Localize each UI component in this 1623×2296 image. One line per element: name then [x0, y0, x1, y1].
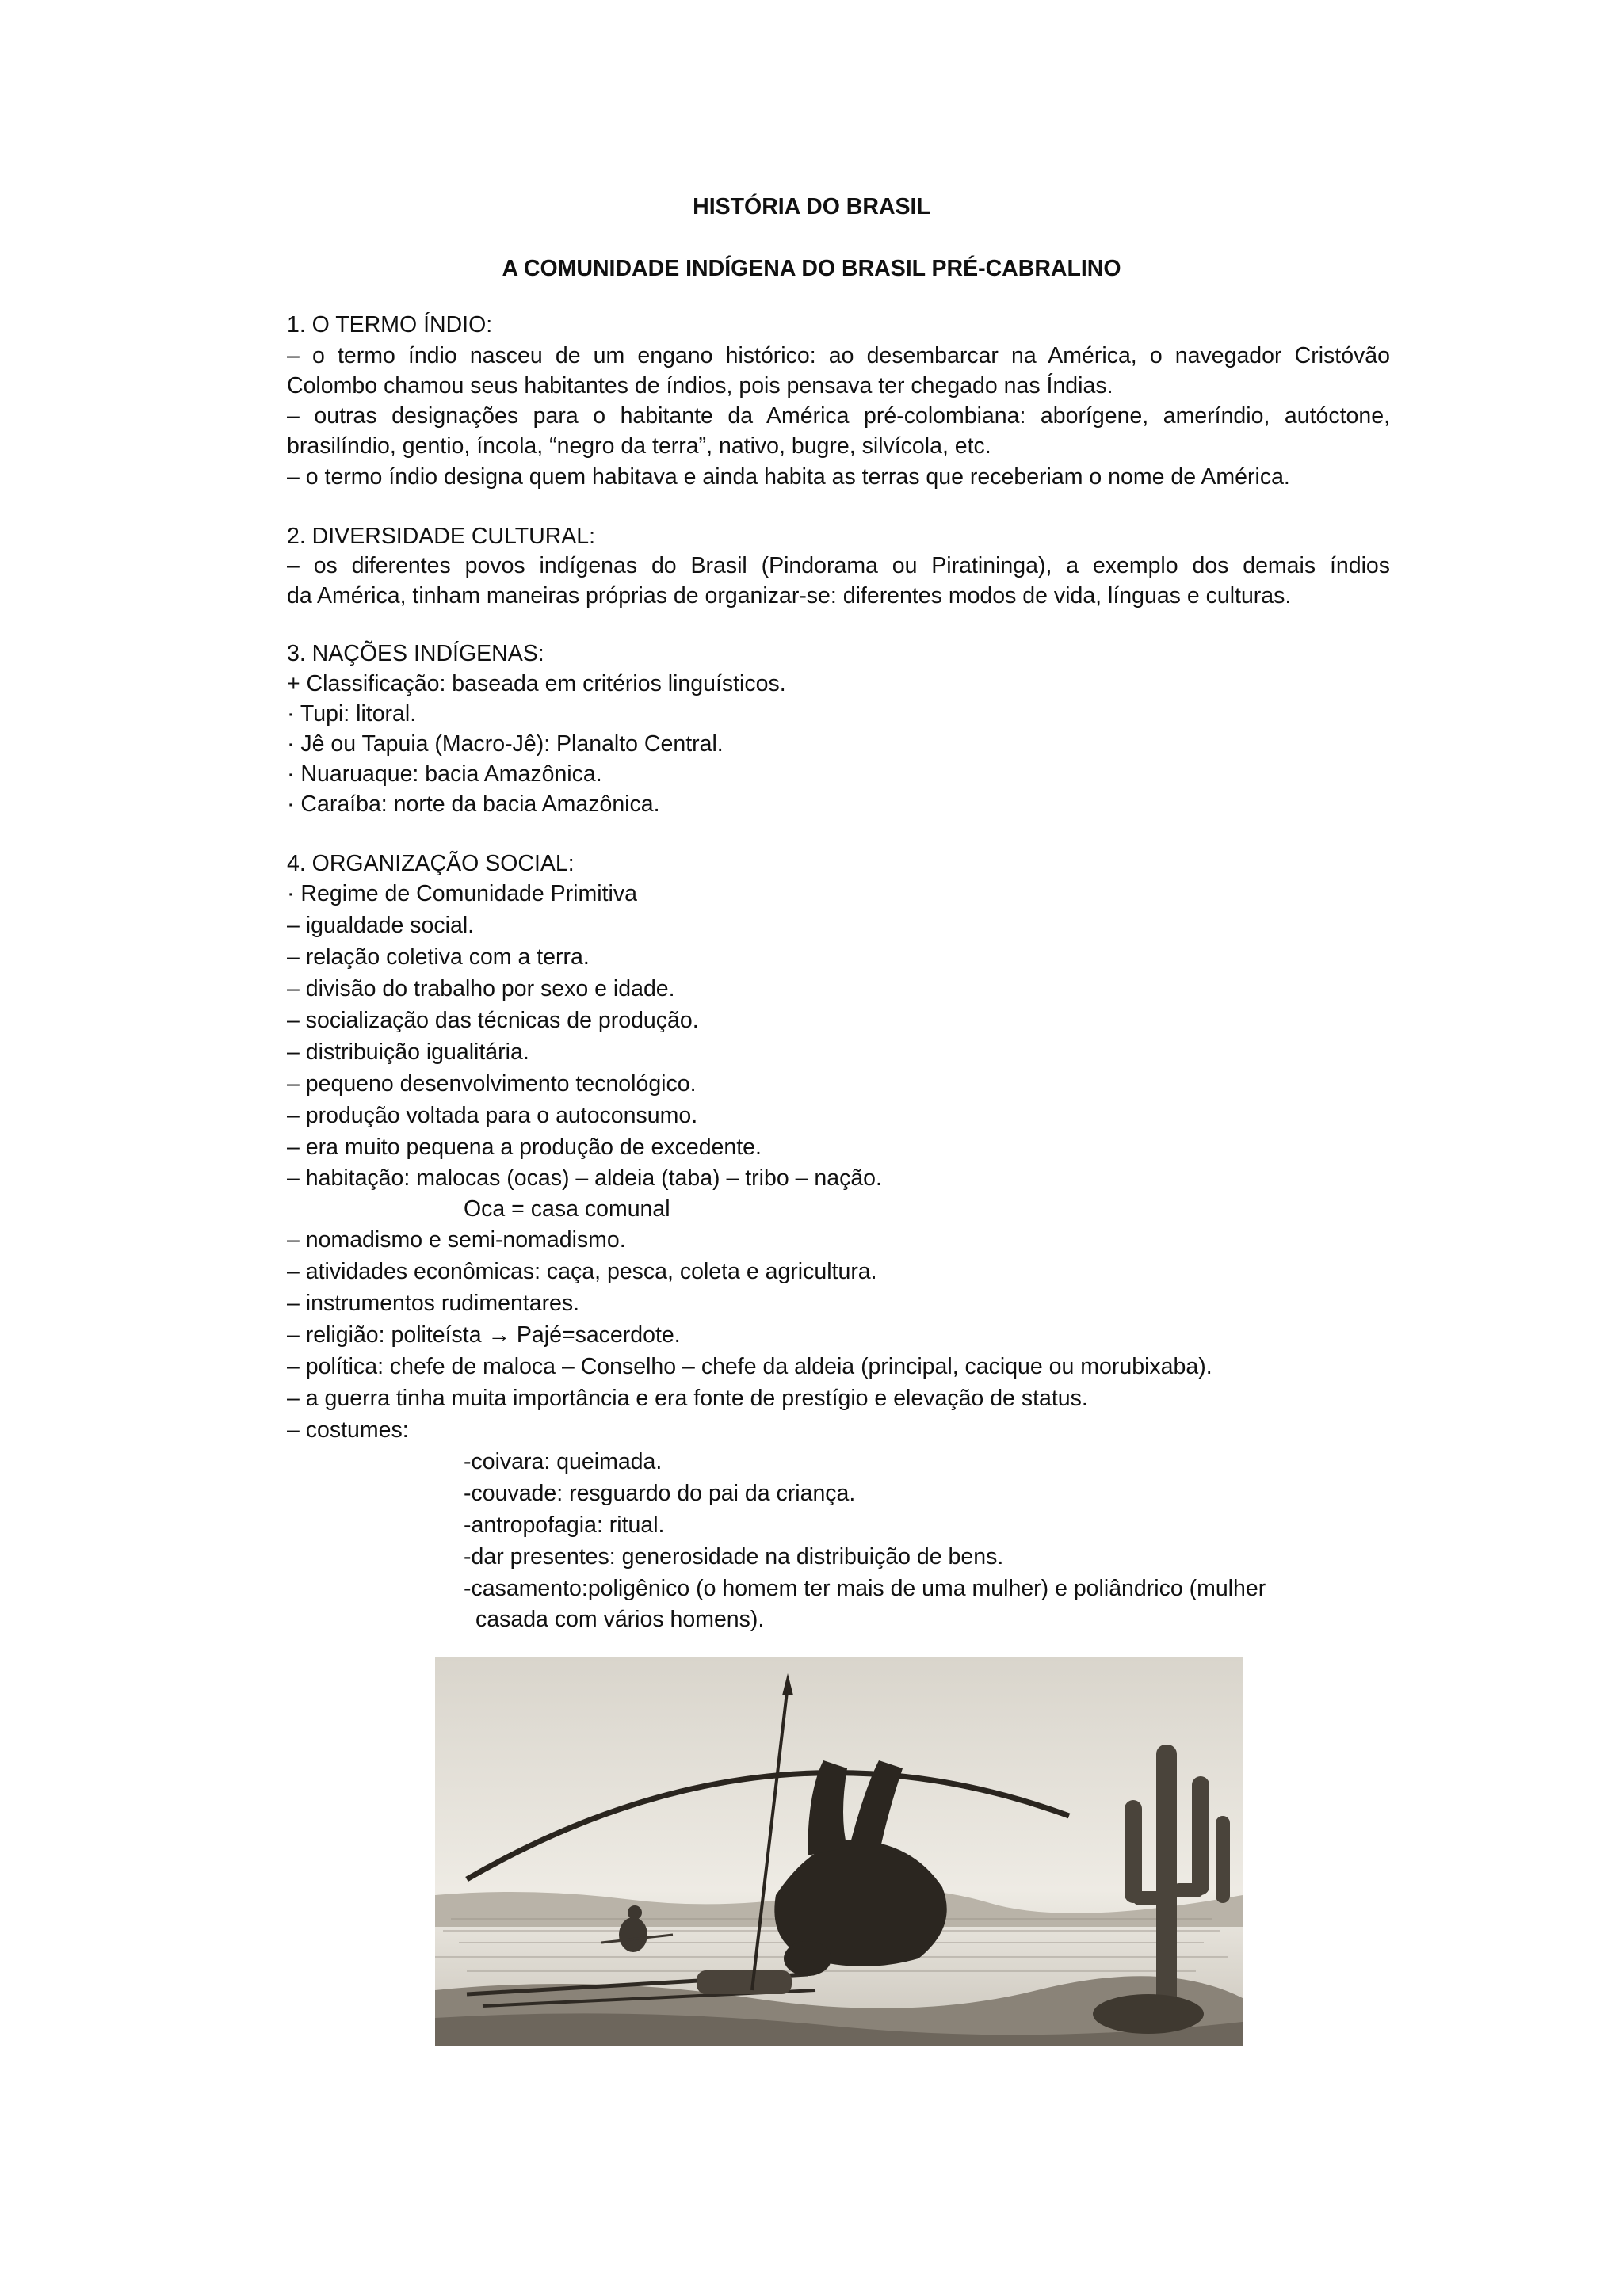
section-3-item: + Classificação: baseada em critérios linguísticos.: [287, 671, 786, 696]
section-4-item: – costumes:: [287, 1417, 409, 1443]
section-4-item: – nomadismo e semi-nomadismo.: [287, 1227, 626, 1253]
custom-item: -antropofagia: ritual.: [464, 1512, 665, 1538]
section-4-item: – instrumentos rudimentares.: [287, 1291, 580, 1316]
section-4-item: – distribuição igualitária.: [287, 1039, 529, 1065]
custom-item: -dar presentes: generosidade na distribuição de bens.: [464, 1544, 1004, 1569]
custom-item-continuation: casada com vários homens).: [475, 1607, 765, 1632]
custom-item: -casamento:poligênico (o homem ter mais de uma mulher) e poliândrico (mulher: [464, 1576, 1266, 1601]
custom-item: -couvade: resguardo do pai da criança.: [464, 1481, 856, 1506]
section-2-paragraph-line-1: – os diferentes povos indígenas do Brasil (Pindorama ou Piratininga), a exemplo dos demais índios: [287, 553, 1390, 578]
section-4-item: · Regime de Comunidade Primitiva: [287, 881, 637, 906]
section-1-paragraph-1-line-2: Colombo chamou seus habitantes de índios, pois pensava ter chegado nas Índias.: [287, 373, 1113, 399]
document-title: HISTÓRIA DO BRASIL: [693, 194, 930, 219]
custom-item: -coivara: queimada.: [464, 1449, 663, 1474]
section-3-item: · Jê ou Tapuia (Macro-Jê): Planalto Central.: [287, 731, 724, 757]
section-4-item: – divisão do trabalho por sexo e idade.: [287, 976, 675, 1001]
section-4-item: – religião: politeísta → Pajé=sacerdote.: [287, 1322, 681, 1348]
section-4-item: – atividades econômicas: caça, pesca, coleta e agricultura.: [287, 1259, 877, 1284]
section-3-heading: 3. NAÇÕES INDÍGENAS:: [287, 641, 544, 666]
section-2-paragraph-line-2: da América, tinham maneiras próprias de organizar-se: diferentes modos de vida, línguas e culturas.: [287, 583, 1292, 608]
section-1-paragraph-2-line-1: – outras designações para o habitante da América pré-colombiana: aborígene, ameríndio, autóctone,: [287, 403, 1390, 429]
section-2-heading: 2. DIVERSIDADE CULTURAL:: [287, 524, 596, 549]
section-4-item: – era muito pequena a produção de excedente.: [287, 1135, 762, 1160]
section-1-heading: 1. O TERMO ÍNDIO:: [287, 312, 493, 338]
section-1-paragraph-2-line-2: brasilíndio, gentio, íncola, “negro da terra”, nativo, bugre, silvícola, etc.: [287, 433, 991, 459]
section-3-item: · Tupi: litoral.: [287, 701, 417, 727]
engraving-archer-illustration: [435, 1657, 1243, 2046]
section-4-item: – produção voltada para o autoconsumo.: [287, 1103, 698, 1128]
section-3-item: · Caraíba: norte da bacia Amazônica.: [287, 791, 660, 817]
section-4-item: – política: chefe de maloca – Conselho – chefe da aldeia (principal, cacique ou morubixaba).: [287, 1354, 1212, 1379]
section-4-item: – pequeno desenvolvimento tecnológico.: [287, 1071, 697, 1097]
section-1-paragraph-1-line-1: – o termo índio nasceu de um engano histórico: ao desembarcar na América, o navegador Cristóvão: [287, 343, 1390, 368]
oca-definition: Oca = casa comunal: [464, 1196, 670, 1222]
section-4-item: – relação coletiva com a terra.: [287, 944, 590, 970]
section-4-item: – socialização das técnicas de produção.: [287, 1008, 699, 1033]
section-3-item: · Nuaruaque: bacia Amazônica.: [287, 761, 602, 787]
section-1-paragraph-3: – o termo índio designa quem habitava e ainda habita as terras que receberiam o nome de América.: [287, 464, 1290, 490]
section-4-heading: 4. ORGANIZAÇÃO SOCIAL:: [287, 851, 575, 876]
section-4-item: – a guerra tinha muita importância e era fonte de prestígio e elevação de status.: [287, 1386, 1088, 1411]
section-4-item: – habitação: malocas (ocas) – aldeia (taba) – tribo – nação.: [287, 1165, 882, 1191]
document-subtitle: A COMUNIDADE INDÍGENA DO BRASIL PRÉ-CABRALINO: [502, 256, 1121, 281]
section-4-item: – igualdade social.: [287, 913, 475, 938]
